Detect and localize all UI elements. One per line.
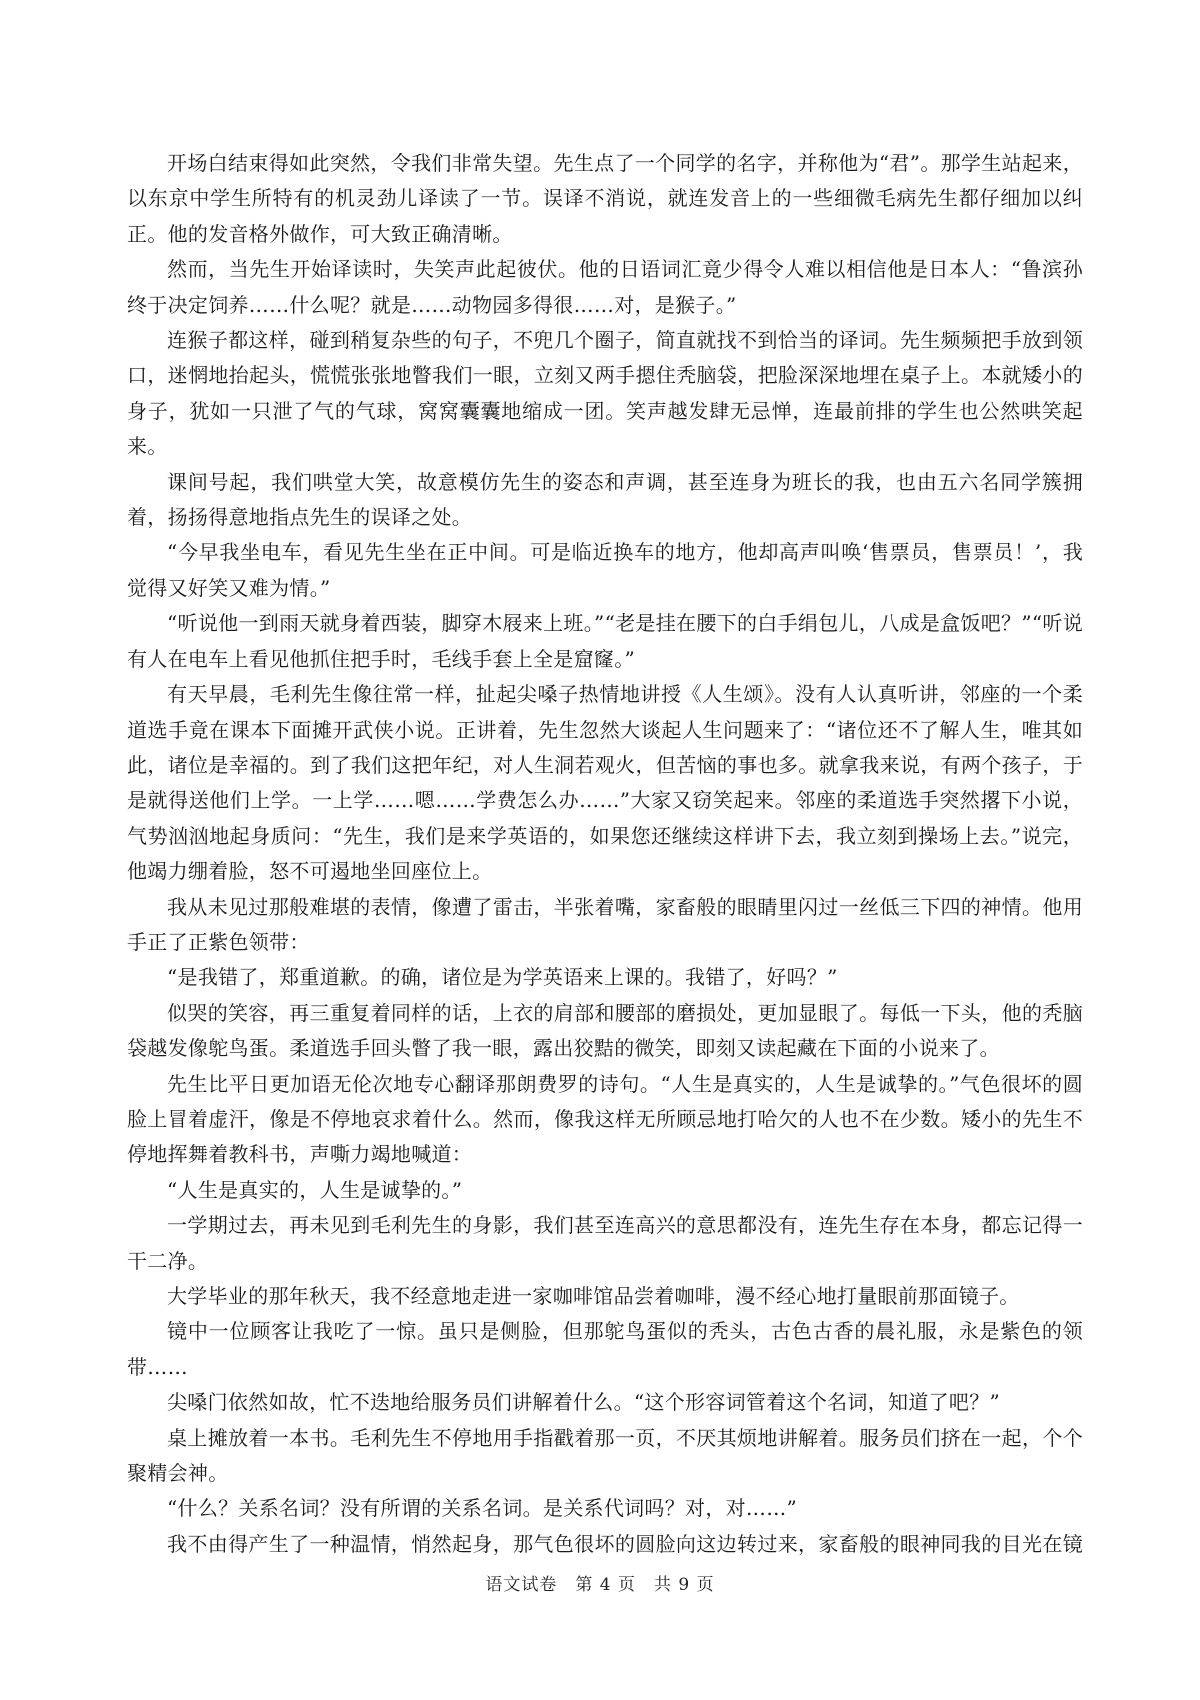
paragraph-2: 然而，当先生开始译读时，失笑声此起彼伏。他的日语词汇竟少得令人难以相信他是日本人：“鲁滨孙终于决定饲养……什么呢？就是……动物园多得很……对，是猴子。” bbox=[127, 257, 1083, 317]
paragraph-14: 大学毕业的那年秋天，我不经意地走进一家咖啡馆品尝着咖啡，漫不经心地打量眼前那面镜子。 bbox=[167, 1284, 1020, 1308]
paragraph-19: 我不由得产生了一种温情，悄然起身，那气色很坏的圆脸向这边转过来，家畜般的眼神同我的目光在镜 bbox=[167, 1531, 1083, 1556]
paragraph-13: 一学期过去，再未见到毛利先生的身影，我们甚至连高兴的意思都没有，连先生存在本身，都忘记得一干二净。 bbox=[127, 1213, 1083, 1273]
paragraph-16: 尖嗓门依然如故，忙不迭地给服务员们讲解着什么。“这个形容词管着这个名词，知道了吧？” bbox=[167, 1390, 1001, 1415]
paragraph-11: 先生比平日更加语无伦次地专心翻译那朗费罗的诗句。“人生是真实的，人生是诚挚的。”气色很坏的圆脸上冒着虚汗，像是不停地哀求着什么。然而，像我这样无所顾忌地打哈欠的人也不在少数。矮小的先生不停地挥舞着教科书，声嘶力竭地喊道： bbox=[127, 1071, 1083, 1167]
paragraph-18: “什么？关系名词？没有所谓的关系名词。是关系代词吗？对，对……” bbox=[167, 1496, 798, 1521]
page-footer: 语文试卷 第 4 页 共 9 页 bbox=[485, 1575, 715, 1595]
paragraph-12: “人生是真实的，人生是诚挚的。” bbox=[167, 1177, 463, 1202]
paragraph-8: 我从未见过那般难堪的表情，像遭了雷击，半张着嘴，家畜般的眼睛里闪过一丝低三下四的神情。他用手正了正紫色领带： bbox=[127, 894, 1083, 954]
paragraph-15: 镜中一位顾客让我吃了一惊。虽只是侧脸，但那鸵鸟蛋似的秃头，古色古香的晨礼服，永是紫色的领带…… bbox=[127, 1319, 1083, 1379]
paragraph-10: 似哭的笑容，再三重复着同样的话，上衣的肩部和腰部的磨损处，更加显眼了。每低一下头，他的秃脑袋越发像鸵鸟蛋。柔道选手回头瞥了我一眼，露出狡黠的微笑，即刻又读起藏在下面的小说来了。 bbox=[127, 1000, 1083, 1061]
paragraph-4: 课间号起，我们哄堂大笑，故意模仿先生的姿态和声调，甚至连身为班长的我，也由五六名同学簇拥着，扬扬得意地指点先生的误译之处。 bbox=[127, 469, 1083, 530]
paragraph-3: 连猴子都这样，碰到稍复杂些的句子，不兜几个圈子，简直就找不到恰当的译词。先生频频把手放到领口，迷惘地抬起头，慌慌张张地瞥我们一眼，立刻又两手摁住秃脑袋，把脸深深地埋在桌子上。本就矮小的身子，犹如一只泄了气的气球，窝窝囊囊地缩成一团。笑声越发肆无忌惮，连最前排的学生也公然哄笑起来。 bbox=[127, 328, 1083, 459]
paragraph-9: “是我错了，郑重道歉。的确，诸位是为学英语来上课的。我错了，好吗？” bbox=[167, 965, 838, 990]
paragraph-17: 桌上摊放着一本书。毛利先生不停地用手指戳着那一页，不厌其烦地讲解着。服务员们挤在一起，个个聚精会神。 bbox=[127, 1425, 1083, 1486]
paragraph-6: “听说他一到雨天就身着西装，脚穿木屐来上班。”“老是挂在腰下的白手绢包儿，八成是盒饭吧？”“听说有人在电车上看见他抓住把手时，毛线手套上全是窟窿。” bbox=[127, 611, 1083, 671]
paragraph-5: “今早我坐电车，看见先生坐在正中间。可是临近换车的地方，他却高声叫唤‘售票员，售票员！’，我觉得又好笑又难为情。” bbox=[127, 540, 1083, 600]
article-body bbox=[127, 146, 1083, 1566]
paragraph-7: 有天早晨，毛利先生像往常一样，扯起尖嗓子热情地讲授《人生颂》。没有人认真听讲，邻座的一个柔道选手竟在课本下面摊开武侠小说。正讲着，先生忽然大谈起人生问题来了：“诸位还不了解人生，唯其如此，诸位是幸福的。到了我们这把年纪，对人生洞若观火，但苦恼的事也多。就拿我来说，有两个孩子，于是就得送他们上学。一上学……嗯……学费怎么办……”大家又窃笑起来。邻座的柔道选手突然撂下小说，气势汹汹地起身质问：“先生，我们是来学英语的，如果您还继续这样讲下去，我立刻到操场上去。”说完，他竭力绷着脸，怒不可遏地坐回座位上。 bbox=[127, 682, 1083, 884]
paragraph-1: 开场白结束得如此突然，令我们非常失望。先生点了一个同学的名字，并称他为“君”。那学生站起来，以东京中学生所特有的机灵劲儿译读了一节。误译不消说，就连发音上的一些细微毛病先生都仔细加以纠正。他的发音格外做作，可大致正确清晰。 bbox=[127, 151, 1083, 246]
